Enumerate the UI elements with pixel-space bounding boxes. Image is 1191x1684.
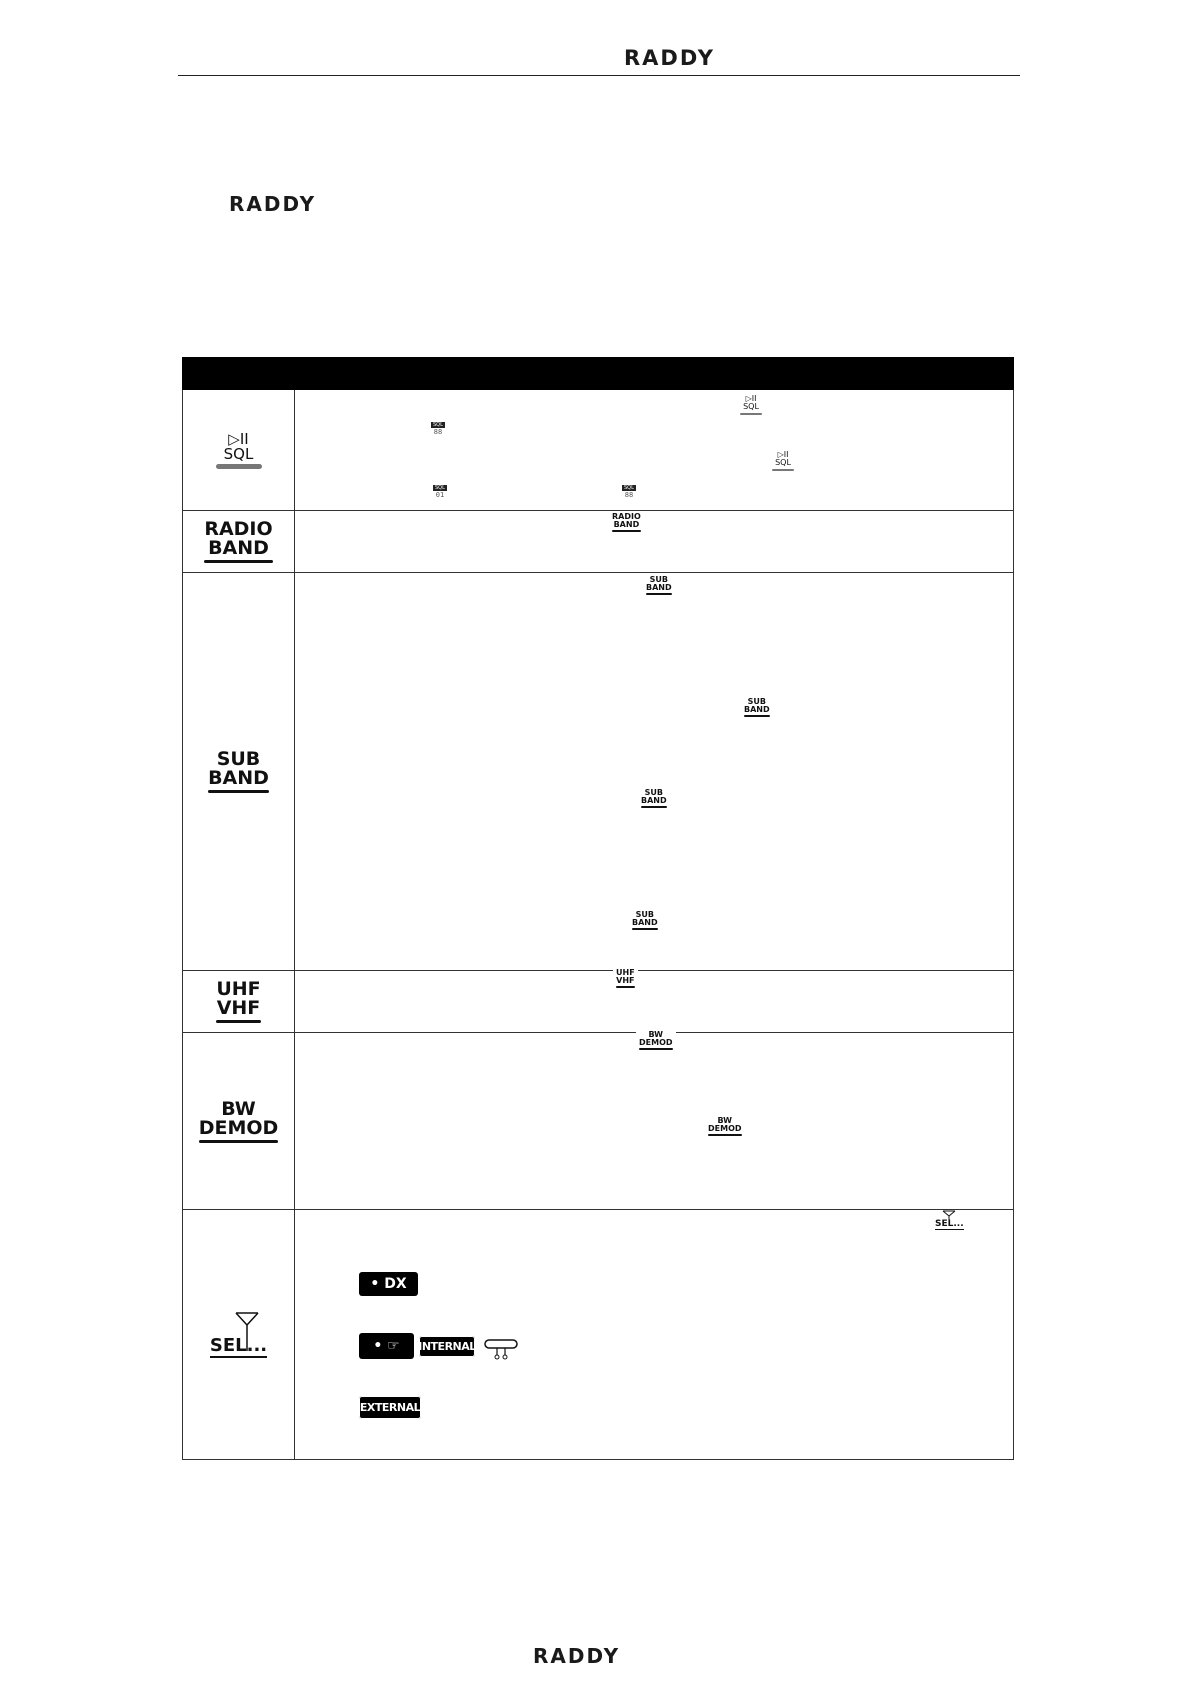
key-cell-bw-demod [183, 1033, 295, 1210]
footer-logo: RADDY [533, 1644, 621, 1668]
header-rule [178, 75, 1020, 76]
table-row-sel [183, 1210, 1014, 1460]
desc-cell-sub-band [295, 573, 1014, 971]
table-row-uhf-vhf [183, 971, 1014, 1033]
bw-demod-key-icon: BW DEMOD [199, 1100, 279, 1143]
inline-sql-key-icon: ▷II SQL [740, 395, 762, 415]
lcd-sql-icon: SQL 88 [433, 422, 443, 436]
key-cell-sel [183, 1210, 295, 1460]
inline-sub-band-key-icon: SUB BAND [646, 576, 672, 595]
inline-bw-demod-key-icon-2: BW DEMOD [708, 1117, 742, 1136]
desc-cell-bw-demod [295, 1030, 1014, 1210]
key-cell-uhf-vhf [183, 971, 295, 1033]
hand-key-icon: • ☞ [373, 1338, 400, 1354]
inline-radio-band-key-icon: RADIO BAND [612, 513, 641, 532]
header-cell-function [295, 358, 1014, 390]
uhf-vhf-key-icon: UHF VHF [216, 980, 260, 1023]
key-function-table [182, 357, 1014, 1460]
key-cell-sql [183, 390, 295, 511]
sel-key-icon: SEL... [210, 1311, 267, 1358]
internal-badge: INTERNAL [419, 1336, 475, 1357]
external-badge: EXTERNAL [359, 1396, 421, 1419]
inline-sel-key-icon: SEL... [935, 1210, 964, 1230]
header-logo: RADDY [624, 46, 715, 70]
table-row-bw-demod [183, 1033, 1014, 1210]
desc-cell-sel [295, 1210, 1014, 1460]
desc-cell-radio-band [295, 511, 1014, 573]
table-row-sql [183, 390, 1014, 511]
dx-badge: • DX [359, 1272, 418, 1296]
desc-cell-sql [295, 390, 1014, 511]
lcd-sql-icon-3: SQL 88 [624, 485, 634, 499]
play-pause-icon: ▷II [228, 430, 249, 448]
inline-sub-band-key-icon-3: SUB BAND [641, 789, 667, 808]
inline-uhf-vhf-key-icon: UHF VHF [613, 969, 638, 988]
inline-sub-band-key-icon-2: SUB BAND [744, 698, 770, 717]
table-row-radio-band [183, 511, 1014, 573]
sql-key-icon: ▷II SQL [216, 432, 262, 469]
desc-cell-uhf-vhf [295, 968, 1014, 1033]
sub-band-key-icon: SUB BAND [208, 750, 269, 793]
body-logo: RADDY [229, 192, 317, 216]
key-cell-radio-band [183, 511, 295, 573]
header-cell-key [183, 358, 295, 390]
lcd-sql-icon-2: SQL 01 [435, 485, 445, 499]
table-header-row [183, 358, 1014, 390]
inline-bw-demod-key-icon: BW DEMOD [636, 1031, 676, 1050]
table-row-sub-band [183, 573, 1014, 971]
hand-key-badge [359, 1333, 414, 1359]
radio-band-key-icon: RADIO BAND [204, 520, 272, 563]
inline-sql-key-icon-2: ▷II SQL [772, 451, 794, 471]
inline-sub-band-key-icon-4: SUB BAND [632, 911, 658, 930]
earphone-icon [483, 1338, 519, 1360]
antenna-icon [234, 1311, 260, 1351]
key-cell-sub-band [183, 573, 295, 971]
